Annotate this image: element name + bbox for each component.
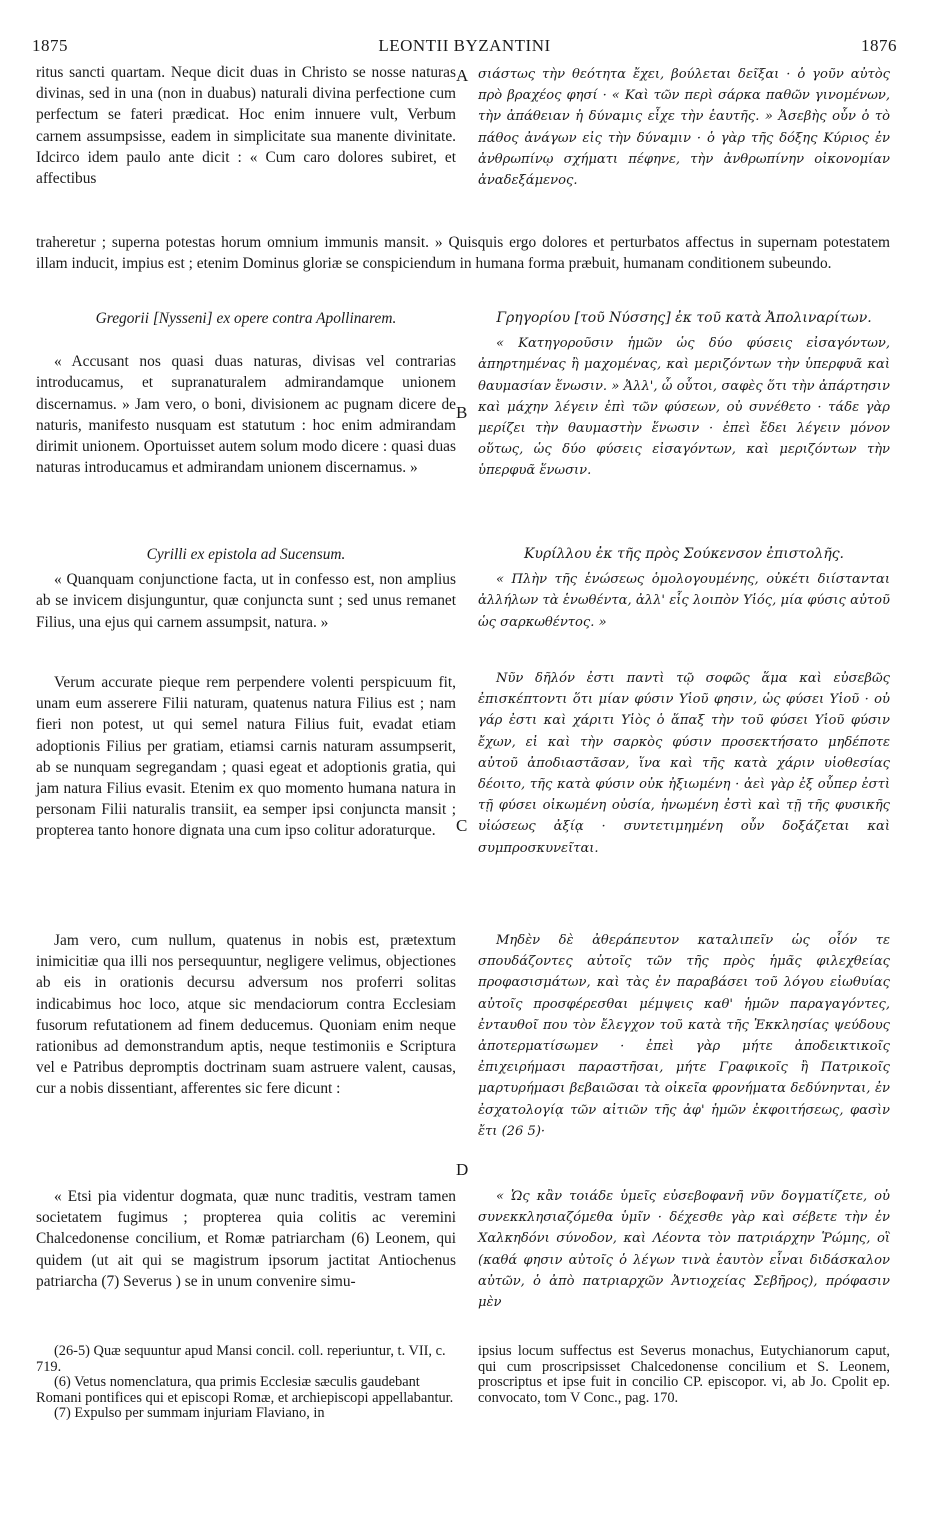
latin-paragraph: Verum accurate pieque rem perpendere volenti perspicuum fit, unam eum asserere Filii naturam, quatenus natura Filius est ; nam fieri non potest, ut qui semel natura Filius fuit, evadat etiam adoptionis Filius per gratiam, etiamsi carnis naturam assumpserit, ab se nunquam segregandam ; quasi egeat et adoptionis gratia, qui jam natura Filius evasit. Etenim ex quo momento humana natura in personam Filii naturalis transiit, ea semper ipsi conjuncta mansit ; propterea tanto honore dignata una cum ipso colitur adoraturque. <box>36 674 456 840</box>
section-heading-latin: Cyrilli ex epistola ad Sucensum. <box>146 546 346 563</box>
latin-paragraph: « Accusant nos quasi duas naturas, divisas vel contrarias introducamus, et supranaturalem admirandamque unionem discernamus. » Jam vero, o boni, divisionem ac pugnam dicere de naturis, manifesto nusquam est statutum : hoc enim admirandam dirimit unionem. Oportuisset autem solum modo dicere : quasi duas naturas introducamus et admirandam unionem discernamus. » <box>36 353 456 477</box>
latin-section-3 <box>36 672 456 842</box>
page-header <box>32 36 897 60</box>
margin-letter-d: D <box>456 1160 469 1179</box>
footnote-7-continued: ipsius locum suffectus est Severus monachus, Eutychianorum caput, qui cum proscripsisset Chalcedonense concilium et S. Leonem, proscriptus et ipse fuit in concilio CP. episcopor. vi, ab Jo. Cpolit ep. convocato, tom V Conc., pag. 170. <box>478 1343 890 1406</box>
greek-paragraph: « Πλὴν τῆς ἑνώσεως ὁμολογουμένης, οὐκέτι διίστανται ἀλλήλων τὰ ἑνωθέντα, ἀλλ' εἷς λοιπὸν Υἱός, μία φύσις αὐτοῦ ὡς σαρκωθέντος. » <box>478 572 890 630</box>
footnote-26-5: (26-5) Quæ sequuntur apud Mansi concil. coll. reperiuntur, t. VII, c. 719. <box>36 1343 446 1375</box>
section-heading-greek: Κυρίλλου ἐκ τῆς πρὸς Σούκενσον ἐπιστολῆς. <box>523 546 845 562</box>
margin-letter-a: A <box>456 66 469 85</box>
latin-paragraph: ritus sancti quartam. Neque dicit duas in Christo se nosse naturas divinas, sed in una (non in duabus) naturali divina perfectione cum perfectum se fateri prædicat. Hoc enim innuere vult, Verbum carnem assumpsisse, eadem in simplicitate sua manente divinitate. Idcirco idem paulo ante dicit : « Cum caro dolores subiret, et affectibus <box>36 64 456 188</box>
margin-letter-b: B <box>456 403 468 422</box>
page-number-left: 1875 <box>32 36 68 55</box>
latin-section-gregory <box>36 308 456 478</box>
latin-column-top <box>36 62 456 189</box>
latin-section-cyril <box>36 544 456 633</box>
greek-section-gregory <box>478 308 890 482</box>
latin-paragraph: « Quanquam conjunctione facta, ut in confesso est, non amplius ab se invicem disjunguntur, quæ conjuncta sunt ; sed unus remanet Filius, una ejus qui carnem assumpsit, natura. » <box>36 571 456 631</box>
greek-paragraph: Νῦν δῆλόν ἐστι παντὶ τῷ σοφῶς ἅμα καὶ εὐσεβῶς ἐπισκέπτοντι ὅτι μίαν φύσιν Υἱοῦ φησιν, ὡς φύσει Υἱοῦ · οὐ γάρ ἐστι καὶ χάριτι Υἱὸς ὁ ἅπαξ τὴν τοῦ φύσει Υἱοῦ φύσιν ἔχων, εἰ καὶ τὴν σαρκὸς φύσιν προσεκτήσατο μηδέποτε αὐτοῦ ἀποδιαστᾶσαν, ἵνα καὶ τῆς κατὰ χάριν υἱοθεσίας δέοιτο, τῆς κατὰ φύσιν οὐκ ἠξιωμένη · ἀεὶ γὰρ ἐξ οὗπερ ἐστὶ τῇ φύσει οἰκωμένη οὐσία, ἡνωμένη ἐστὶ καὶ τῇ τῆς φυσικῆς υἱώσεως ἀξίᾳ · συντετιμημένη οὖν δοξάζεται καὶ συμπροσκυνεῖται. <box>478 671 890 856</box>
section-heading-greek: Γρηγορίου [τοῦ Νύσσης] ἐκ τοῦ κατὰ Ἀπολιναρίτων. <box>496 310 872 326</box>
footnotes-right <box>478 1344 890 1406</box>
greek-column-top <box>478 64 890 191</box>
latin-section-5 <box>36 1186 456 1292</box>
section-heading-latin: Gregorii [Nysseni] ex opere contra Apollinarem. <box>95 310 397 327</box>
greek-section-cyril <box>478 544 890 633</box>
footnote-7: (7) Expulso per summam injuriam Flaviano, in <box>54 1405 325 1421</box>
page-number-right: 1876 <box>861 36 897 55</box>
latin-section-4 <box>36 930 456 1100</box>
running-title: LEONTII BYZANTINI <box>378 36 551 55</box>
footnote-6: (6) Vetus nomenclatura, qua primis Ecclesiæ sæculis gaudebant Romani pontifices qui et episcopi Romæ, et archiepiscopi appellabantur. <box>36 1374 454 1406</box>
full-width-paragraph-block <box>36 232 890 274</box>
greek-paragraph: « Ὡς κἂν τοιάδε ὑμεῖς εὐσεβοφανῆ νῦν δογματίζετε, οὐ συνεκκλησιαζόμεθα ὑμῖν · δέχεσθε γὰρ καὶ σέβετε τὴν ἐν Χαλκηδόνι σύνοδον, καὶ Λέοντα τὸν πατριάρχην Ῥώμης, οἳ (καθά φησιν αὐτοῖς ὁ λέγων τινὰ ἑαυτὸν εἶναι διδάσκαλον αὐτῶν, ὁ ἀπὸ πατριαρχῶν Ἀντιοχείας Σεβῆρος), πρόφασιν μὲν <box>478 1189 890 1311</box>
latin-paragraph: Jam vero, cum nullum, quatenus in nobis est, prætextum inimicitiæ qua illi nos persequuntur, negligere velimus, objectiones ab eis in orationis decursu adversum nos proferri solitas indicabimus hoc loco, atque sic mendaciorum contra Ecclesiam fusorum refutationem ad finem deducemus. Quoniam enim neque rationibus ad demonstrandum aptis, neque testimoniis e Scriptura vel e Patribus depromptis doctrinam suam astruere valent, causas, cur a nobis dissentiant, afferentes sic fere dicunt : <box>36 932 456 1098</box>
greek-paragraph: « Κατηγοροῦσιν ἡμῶν ὡς δύο φύσεις εἰσαγόντων, ἀπηρτημένας ἢ μαχομένας, καὶ μεριζόντων τὴν ὑπερφυᾶ καὶ θαυμασίαν ἕνωσιν. » Ἀλλ', ὦ οὗτοι, σαφὲς ὅτι τὴν ἀπάρτησιν καὶ μάχην λέγειν ἐπὶ τῶν φύσεων, οὐ συνέθετο · τάδε γὰρ μερίζει τὴν θαυμαστὴν ἕνωσιν · ἐπεὶ ἔδει λέγειν μόνον οὕτως, ὡς δύο φύσεις εἰσαγόντων, καὶ μεριζόντων τὴν ὑπερφυᾶ ἕνωσιν. <box>478 336 890 479</box>
greek-section-3 <box>478 668 890 859</box>
full-width-paragraph: traheretur ; superna potestas horum omnium immunis mansit. » Quisquis ergo dolores et perturbatos affectus in supernam potestatem illam inducit, impius est ; etenim Dominus gloriæ se conspiciendum in humana forma præbuit, humanam conditionem subeundo. <box>36 234 890 273</box>
margin-letter-c: C <box>456 816 468 835</box>
latin-paragraph: « Etsi pia videntur dogmata, quæ nunc traditis, vestram tamen societatem fugimus ; propterea quia colitis ac veremini Chalcedonense concilium, et Romæ patriarcham (6) Leonem, qui quidem (ut ait qui se magistrum ipsorum jactitat Antiochenus patriarcha (7) Severus ) se in unum convenire simu- <box>36 1188 456 1290</box>
greek-paragraph: Μηδὲν δὲ ἀθεράπευτον καταλιπεῖν ὡς οἷόν τε σπουδάζοντες αὐτοῖς τῶν τῆς πρὸς ἡμᾶς φιλεχθείας προφασισμάτων, καὶ τὰς ἐν παραβάσει τοῦ λόγου εἰωθυίας αὐτοῖς προσφέρεσθαι μέμψεις καθ' ἡμῶν παραγαγόντες, ἐνταυθοῖ που τὸν ἔλεγχον τοῦ κατὰ τῆς Ἐκκλησίας ψεύδους ἀποτερματίσωμεν · ἐπεὶ γὰρ μήτε ἀποδεικτικοῖς ἐπιχειρήμασι παραστῆσαι, μήτε Γραφικοῖς ἢ Πατρικοῖς μαρτυρήμασι βεβαιῶσαι τὰ οἰκεῖα φρονήματα δεδύνηνται, ἐν ἐσχατολογίᾳ τῶν αἰτιῶν τῆς ἀφ' ἡμῶν ἐκφοιτήσεως, φασὶν ἔτι (26 5)· <box>478 933 890 1139</box>
greek-section-4 <box>478 930 890 1142</box>
greek-paragraph: σιάστως τὴν θεότητα ἔχει, βούλεται δεῖξαι · ὁ γοῦν αὐτὸς πρὸ βραχέος φησί · « Καὶ τῶν περὶ σάρκα παθῶν γινομένων, τὴν ἀπάθειαν ἡ δύναμις εἶχε τὴν ἑαυτῆς. » Ἀσεβὴς οὖν ὁ τὸ πάθος ἀνάγων εἰς τὴν δύναμιν · ὁ γὰρ τῆς δόξης Κύριος ἐν ἀνθρωπίνῳ σχήματι πέφηνε, τὴν ἀνθρωπίνην οἰκονομίαν ἀναδεξάμενος. <box>478 67 890 189</box>
greek-section-5 <box>478 1186 890 1313</box>
footnotes-left <box>36 1344 456 1422</box>
